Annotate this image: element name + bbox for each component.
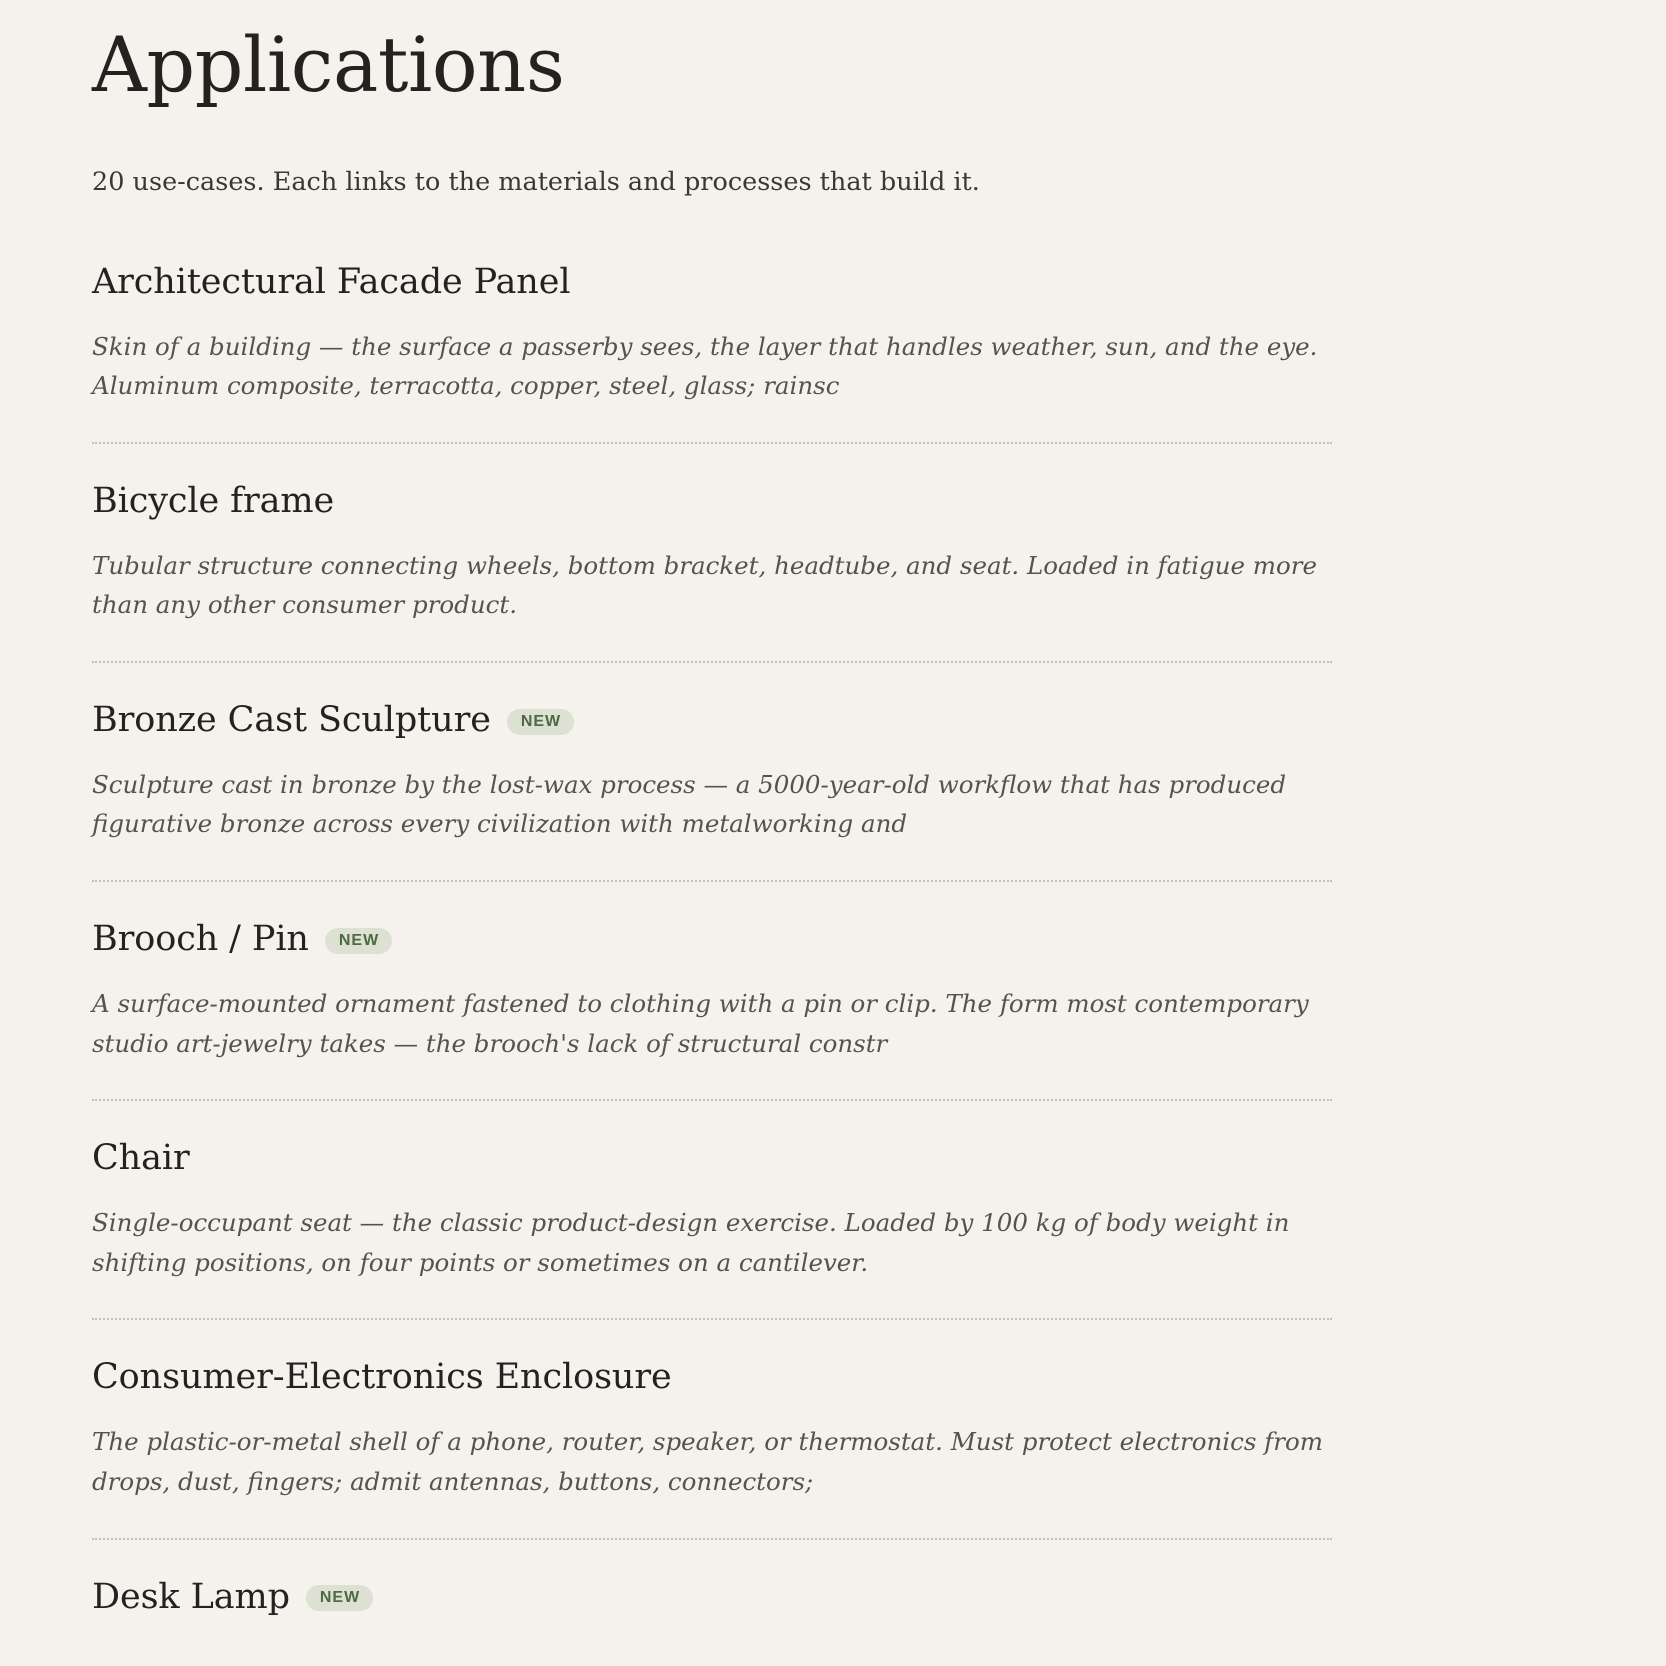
- entry-spacer: [92, 663, 1332, 699]
- list-item[interactable]: [92, 1318, 1332, 1537]
- entry-header[interactable]: [92, 699, 1332, 743]
- entry-header[interactable]: [92, 1137, 1332, 1181]
- entry-spacer: [92, 1101, 1332, 1137]
- list-item[interactable]: [92, 880, 1332, 1099]
- entry-spacer: [92, 1320, 1332, 1356]
- status-badge: NEW: [325, 928, 392, 954]
- list-item[interactable]: [92, 442, 1332, 661]
- entry-header[interactable]: [92, 261, 1332, 305]
- entry-title[interactable]: Bronze Cast Sculpture: [92, 700, 491, 741]
- status-badge: NEW: [306, 1585, 373, 1611]
- list-item[interactable]: [92, 1538, 1332, 1656]
- list-item[interactable]: [92, 1099, 1332, 1318]
- entry-spacer: [92, 444, 1332, 480]
- entry-spacer: [92, 844, 1332, 880]
- page-title: Applications: [92, 20, 565, 109]
- entry-spacer: [92, 882, 1332, 918]
- entry-header[interactable]: [92, 918, 1332, 962]
- entry-spacer: [92, 1502, 1332, 1538]
- entry-title[interactable]: Desk Lamp: [92, 1576, 290, 1617]
- entry-header[interactable]: [92, 1356, 1332, 1400]
- entry-title[interactable]: Architectural Facade Panel: [92, 261, 571, 302]
- entry-title[interactable]: Consumer-Electronics Enclosure: [92, 1357, 672, 1398]
- entry-spacer: [92, 1063, 1332, 1099]
- page-subtitle: 20 use-cases. Each links to the materials and processes that build it.: [92, 167, 980, 198]
- applications-list: [92, 261, 1332, 1656]
- entry-title[interactable]: Chair: [92, 1138, 190, 1179]
- entry-spacer: [92, 1282, 1332, 1318]
- entry-description: Single-occupant seat — the classic product-design exercise. Loaded by 100 kg of body weight in shifting positions, on four points or sometimes on a cantilever.: [92, 1208, 1290, 1277]
- entry-spacer: [92, 406, 1332, 442]
- entry-header[interactable]: [92, 1576, 1332, 1620]
- entry-spacer: [92, 1619, 1332, 1655]
- entry-description: Sculpture cast in bronze by the lost-wax process — a 5000-year-old workflow that has produced figurative bronze across every civilization with metalworking and: [92, 769, 1287, 839]
- entry-description: Tubular structure connecting wheels, bottom bracket, headtube, and seat. Loaded in fatigue more than any other consumer product.: [92, 550, 1317, 620]
- entry-title[interactable]: Brooch / Pin: [92, 919, 309, 960]
- entry-spacer: [92, 625, 1332, 661]
- status-badge: NEW: [507, 709, 574, 735]
- content-column: [92, 0, 1332, 1655]
- list-item[interactable]: [92, 261, 1332, 442]
- entry-description: The plastic-or-metal shell of a phone, router, speaker, or thermostat. Must protect electronics from drops, dust, fingers; admit antennas, buttons, connectors;: [92, 1427, 1323, 1496]
- entry-description: A surface-mounted ornament fastened to clothing with a pin or clip. The form most contemporary studio art-jewelry takes — the brooch's lack of structural constr: [92, 988, 1309, 1058]
- entry-description: Skin of a building — the surface a passerby sees, the layer that handles weather, sun, and the eye. Aluminum composite, terracotta, copper, steel, glass; rainsc: [92, 331, 1318, 401]
- entry-header[interactable]: [92, 480, 1332, 524]
- list-item[interactable]: [92, 661, 1332, 880]
- entry-title[interactable]: Bicycle frame: [92, 480, 335, 521]
- entry-spacer: [92, 1540, 1332, 1576]
